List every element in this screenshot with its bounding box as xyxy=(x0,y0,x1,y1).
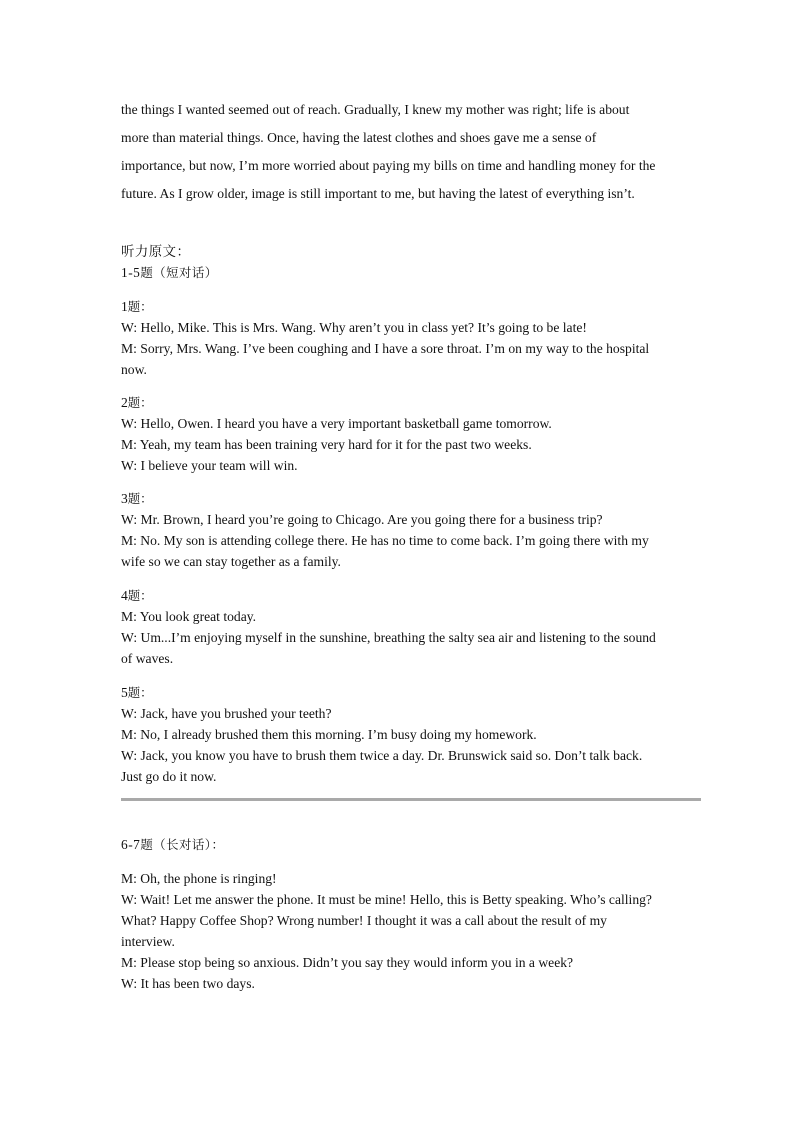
dialogue-line: W: Um...I’m enjoying myself in the sunshine, breathing the salty sea air and listening to the sound xyxy=(121,630,656,645)
dialogue-line: of waves. xyxy=(121,651,174,666)
essay-line: future. As I grow older, image is still important to me, but having the latest of everything isn’t. xyxy=(121,186,635,201)
essay-paragraph xyxy=(121,96,691,208)
long-dialogue-block xyxy=(121,868,691,994)
question-label: 2题： xyxy=(121,395,153,410)
question-label: 4题： xyxy=(121,588,153,603)
question-label: 1题： xyxy=(121,299,153,314)
dialogue-line: W: Mr. Brown, I heard you’re going to Chicago. Are you going there for a business trip? xyxy=(121,512,603,527)
dialogue-line: wife so we can stay together as a family. xyxy=(121,554,341,569)
section-heading-short-dialogues xyxy=(121,262,218,283)
dialogue-line: M: Please stop being so anxious. Didn’t you say they would inform you in a week? xyxy=(121,955,574,970)
dialogue-line: What? Happy Coffee Shop? Wrong number! I thought it was a call about the result of my xyxy=(121,913,607,928)
dialogue-line: W: It has been two days. xyxy=(121,976,255,991)
section-range: 6-7 xyxy=(121,837,141,852)
dialogue-line: interview. xyxy=(121,934,175,949)
question-block-5 xyxy=(121,682,691,787)
section-label: 题（长对话）： xyxy=(140,837,225,852)
dialogue-line: W: Jack, have you brushed your teeth? xyxy=(121,706,332,721)
transcript-heading: 听力原文： xyxy=(121,245,191,260)
dialogue-line: M: No. My son is attending college there. He has no time to come back. I’m going there with my xyxy=(121,533,649,548)
dialogue-line: W: Hello, Owen. I heard you have a very important basketball game tomorrow. xyxy=(121,416,552,431)
section-divider xyxy=(121,798,701,801)
question-block-3 xyxy=(121,488,691,572)
dialogue-line: M: No, I already brushed them this morning. I’m busy doing my homework. xyxy=(121,727,537,742)
dialogue-line: W: I believe your team will win. xyxy=(121,458,298,473)
essay-line: importance, but now, I’m more worried about paying my bills on time and handling money for the xyxy=(121,158,656,173)
dialogue-line: now. xyxy=(121,362,147,377)
question-block-1 xyxy=(121,296,691,380)
question-label: 5题： xyxy=(121,685,153,700)
question-label: 3题： xyxy=(121,491,153,506)
essay-line: more than material things. Once, having the latest clothes and shoes gave me a sense of xyxy=(121,130,597,145)
essay-line: the things I wanted seemed out of reach. Gradually, I knew my mother was right; life is about xyxy=(121,102,630,117)
dialogue-line: W: Hello, Mike. This is Mrs. Wang. Why aren’t you in class yet? It’s going to be late! xyxy=(121,320,587,335)
question-block-2 xyxy=(121,392,691,476)
dialogue-line: W: Jack, you know you have to brush them twice a day. Dr. Brunswick said so. Don’t talk back. xyxy=(121,748,643,763)
dialogue-line: M: Yeah, my team has been training very hard for it for the past two weeks. xyxy=(121,437,532,452)
dialogue-line: M: You look great today. xyxy=(121,609,257,624)
dialogue-line: W: Wait! Let me answer the phone. It must be mine! Hello, this is Betty speaking. Who’s calling? xyxy=(121,892,652,907)
dialogue-line: M: Oh, the phone is ringing! xyxy=(121,871,277,886)
dialogue-line: M: Sorry, Mrs. Wang. I’ve been coughing and I have a sore throat. I’m on my way to the hospital xyxy=(121,341,650,356)
section-label: 题（短对话） xyxy=(140,265,218,280)
question-block-4 xyxy=(121,585,691,669)
section-range: 1-5 xyxy=(121,265,141,280)
dialogue-line: Just go do it now. xyxy=(121,769,217,784)
section-heading-long-dialogue xyxy=(121,834,224,855)
